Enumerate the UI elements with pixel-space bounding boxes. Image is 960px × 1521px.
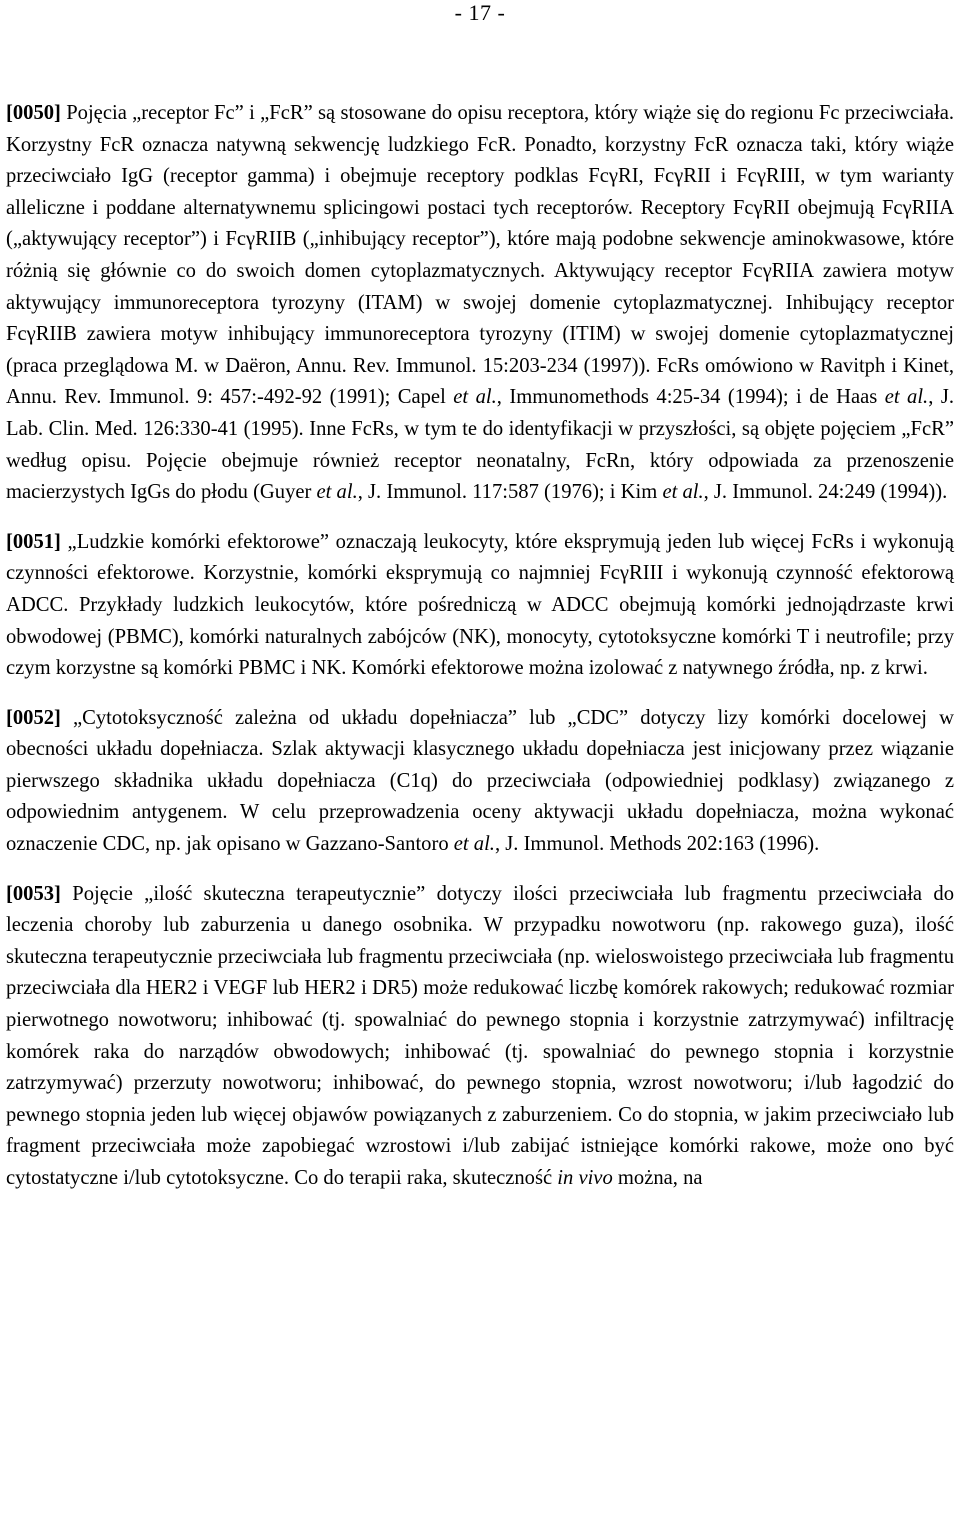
paragraph-number: [0052] [6,706,61,729]
paragraph-text: , Immunomethods 4:25-34 (1994); i de Haas [496,386,885,409]
citation-et-al: et al. [884,386,929,409]
paragraph-text: Pojęcia „receptor Fc” i „FcR” są stosowane do opisu receptora, który wiąże się do regionu Fc przeciwciała. Korzystny FcR oznacza natywną sekwencję ludzkiego FcR. Ponadto, korzystny FcR oznacza taki, który wiąże przeciwciało IgG (receptor gamma) i obejmuje receptory podklas FcγRI, FcγRII i FcγRIII, w tym warianty alleliczne i poddane alternatywnemu splicingowi postaci tych receptorów. Receptory FcγRII obejmują FcγRIIA („aktywujący receptor”) i FcγRIIB („inhibujący receptor”), które mają podobne sekwencje aminokwasowe, które różnią się głównie co do swoich domen cytoplazmatycznych. Aktywujący receptor FcγRIIA zawiera motyw aktywujący immunoreceptora tyrozyny (ITAM) w swojej domenie cytoplazmatycznej. Inhibujący receptor FcγRIIB zawiera motyw inhibujący immunoreceptora tyrozyny (ITIM) w swojej domenie cytoplazmatycznej (praca przeglądowa M. w Daëron, Annu. Rev. Immunol. 15:203-234 (1997)). FcRs omówiono w Ravitph i Kinet, Annu. Rev. Immunol. 9: 457:-492-92 (1991); Capel [6,102,954,409]
paragraph-text: Pojęcie „ilość skuteczna terapeutycznie” dotyczy ilości przeciwciała lub fragmentu przeciwciała do leczenia choroby lub zaburzenia u danego osobnika. W przypadku nowotworu (np. rakowego guza), ilość skuteczna terapeutycznie przeciwciała lub fragmentu przeciwciała (np. wieloswoistego przeciwciała lub fragmentu przeciwciała dla HER2 i VEGF lub HER2 i DR5) może redukować liczbę komórek rakowych; redukować rozmiar pierwotnego nowotworu; inhibować (tj. spowalniać do pewnego stopnia i korzystnie zatrzymywać) infiltrację komórek raka do narządów obwodowych; inhibować (tj. spowalniać do pewnego stopnia i korzystnie zatrzymywać) przerzuty nowotworu; inhibować, do pewnego stopnia, wzrost nowotworu; i/lub łagodzić do pewnego stopnia jeden lub więcej objawów powiązanych z zaburzeniem. Co do stopnia, w jakim przeciwciało lub fragment przeciwciała może zapobiegać wzrostowi i/lub zabijać istniejące komórki rakowe, może ono być cytostatyczne i/lub cytotoksyczne. Co do terapii raka, skuteczność [6,882,954,1189]
paragraph-number: [0053] [6,882,61,905]
paragraph-0052 [6,703,954,861]
citation-et-al: et al. [316,481,358,504]
page-number: - 17 - [454,0,506,25]
in-vivo-term: in vivo [557,1167,613,1189]
paragraph-0053 [6,879,954,1195]
paragraph-text: , J. Immunol. 24:249 (1994)). [703,481,948,504]
citation-et-al: et al. [662,481,704,504]
paragraph-text: „Ludzkie komórki efektorowe” oznaczają leukocyty, które eksprymują jeden lub więcej FcRs i wykonują czynności efektorowe. Korzystnie, komórki eksprymują co najmniej FcγRIII i wykonują czynność efektorową ADCC. Przykłady ludzkich leukocytów, które pośredniczą w ADCC obejmują komórki jednojądrzaste krwi obwodowej (PBMC), komórki naturalnych zabójców (NK), monocyty, cytotoksyczne komórki T i neutrofile; przy czym korzystne są komórki PBMC i NK. Komórki efektorowe można izolować z natywnego źródła, np. z krwi. [6,530,954,680]
paragraph-text: można, na [612,1167,703,1189]
paragraph-number: [0051] [6,530,61,553]
paragraph-text: , J. Immunol. Methods 202:163 (1996). [494,833,820,856]
document-body [6,98,954,1213]
citation-et-al: et al. [453,386,497,409]
paragraph-text: , J. Lab. Clin. Med. 126:330-41 (1995). Inne FcRs, w tym te do identyfikacji w przyszłości, są objęte pojęciem „FcR” według opisu. Pojęcie obejmuje również receptor neonatalny, FcRn, który odpowiada za przenoszenie macierzystych IgGs do płodu (Guyer [6,386,954,504]
paragraph-text: , J. Immunol. 117:587 (1976); i Kim [357,481,663,504]
citation-et-al: et al. [453,833,495,856]
paragraph-number: [0050] [6,102,61,124]
paragraph-text: „Cytotoksyczność zależna od układu dopełniacza” lub „CDC” dotyczy lizy komórki docelowej w obecności układu dopełniacza. Szlak aktywacji klasycznego układu dopełniacza jest inicjowany przez wiązanie pierwszego składnika układu dopełniacza (C1q) do przeciwciała (odpowiedniej podklasy) związanego z odpowiednim antygenem. W celu przeprowadzenia oceny aktywacji układu dopełniacza, można wykonać oznaczenie CDC, np. jak opisano w Gazzano-Santoro [6,706,954,856]
paragraph-0051 [6,527,954,685]
paragraph-0050 [6,98,954,509]
